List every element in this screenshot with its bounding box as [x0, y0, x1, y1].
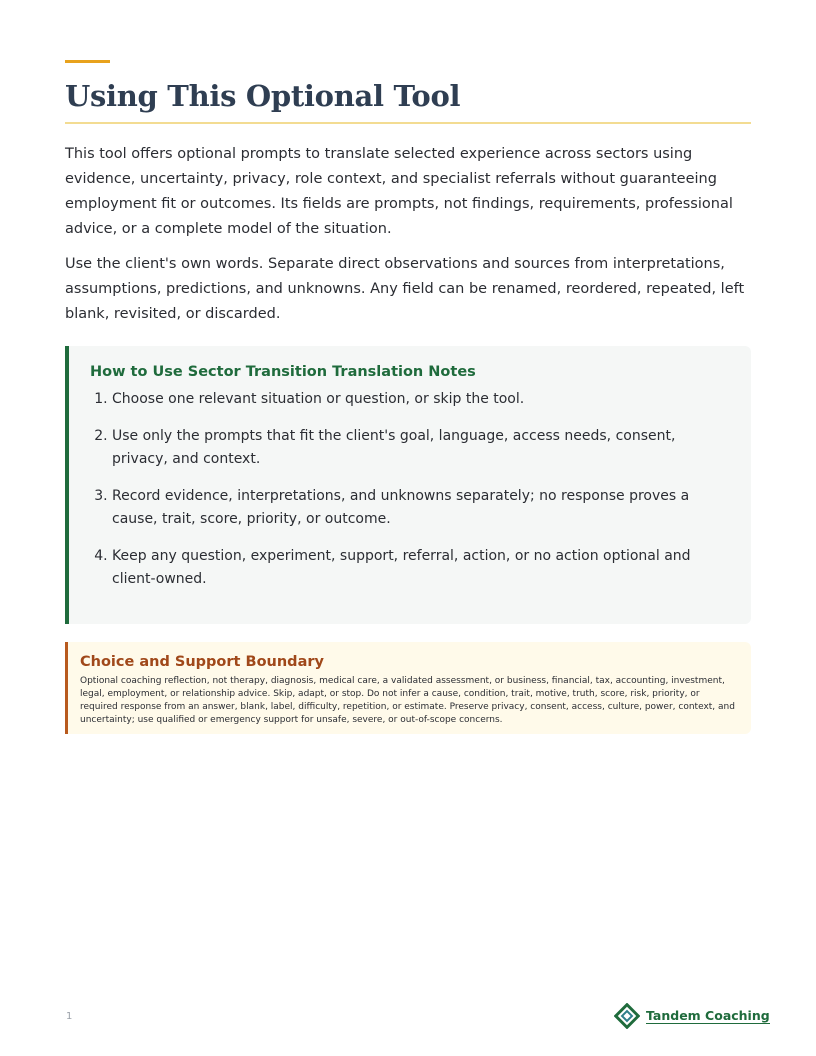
step-item: 4. Keep any question, experiment, support, referral, action, or no action optional and client-owned.	[112, 545, 731, 591]
intro-section	[65, 142, 755, 337]
intro-paragraph: Use the client's own words. Separate direct observations and sources from interpretations, assumptions, predictions, and unknowns. Any field can be renamed, reordered, repeated, left blank, revisited, or discarded.	[65, 256, 745, 322]
boundary-heading: Choice and Support Boundary	[80, 654, 324, 670]
brand-name: Tandem Coaching	[646, 1008, 770, 1023]
diamond-logo-icon	[614, 1003, 640, 1029]
boundary-text: Optional coaching reflection, not therapy, diagnosis, medical care, a validated assessment, or business, financial, tax, accounting, investment, legal, employment, or relationship advice. Skip, adapt, or stop. Do not infer a cause, condition, trait, motive, truth, score, risk, priority, or required response from an answer, blank, label, difficulty, repetition, or estimate. Preserve privacy, consent, access, culture, power, context, and uncertainty; use qualified or emergency support for unsafe, severe, or out-of-scope concerns.	[80, 676, 735, 725]
step-item: 2. Use only the prompts that fit the client's goal, language, access needs, consent, privacy, and context.	[112, 425, 731, 471]
title-accent-bar	[65, 60, 110, 63]
how-to-callout	[65, 346, 751, 624]
step-item: 3. Record evidence, interpretations, and unknowns separately; no response proves a cause, trait, score, priority, or outcome.	[112, 485, 731, 531]
page-title: Using This Optional Tool	[65, 79, 461, 113]
how-to-steps	[90, 388, 731, 591]
boundary-callout	[65, 642, 751, 734]
page-number: 1	[66, 1011, 73, 1022]
brand-logo	[614, 1004, 770, 1028]
step-item: 1. Choose one relevant situation or question, or skip the tool.	[112, 388, 731, 411]
how-to-heading: How to Use Sector Transition Translation Notes	[90, 364, 476, 380]
intro-paragraph: This tool offers optional prompts to translate selected experience across sectors using evidence, uncertainty, privacy, role context, and specialist referrals without guaranteeing employment fit or outcomes. Its fields are prompts, not findings, requirements, professional advice, or a complete model of the situation.	[65, 146, 733, 237]
title-divider	[65, 122, 751, 124]
